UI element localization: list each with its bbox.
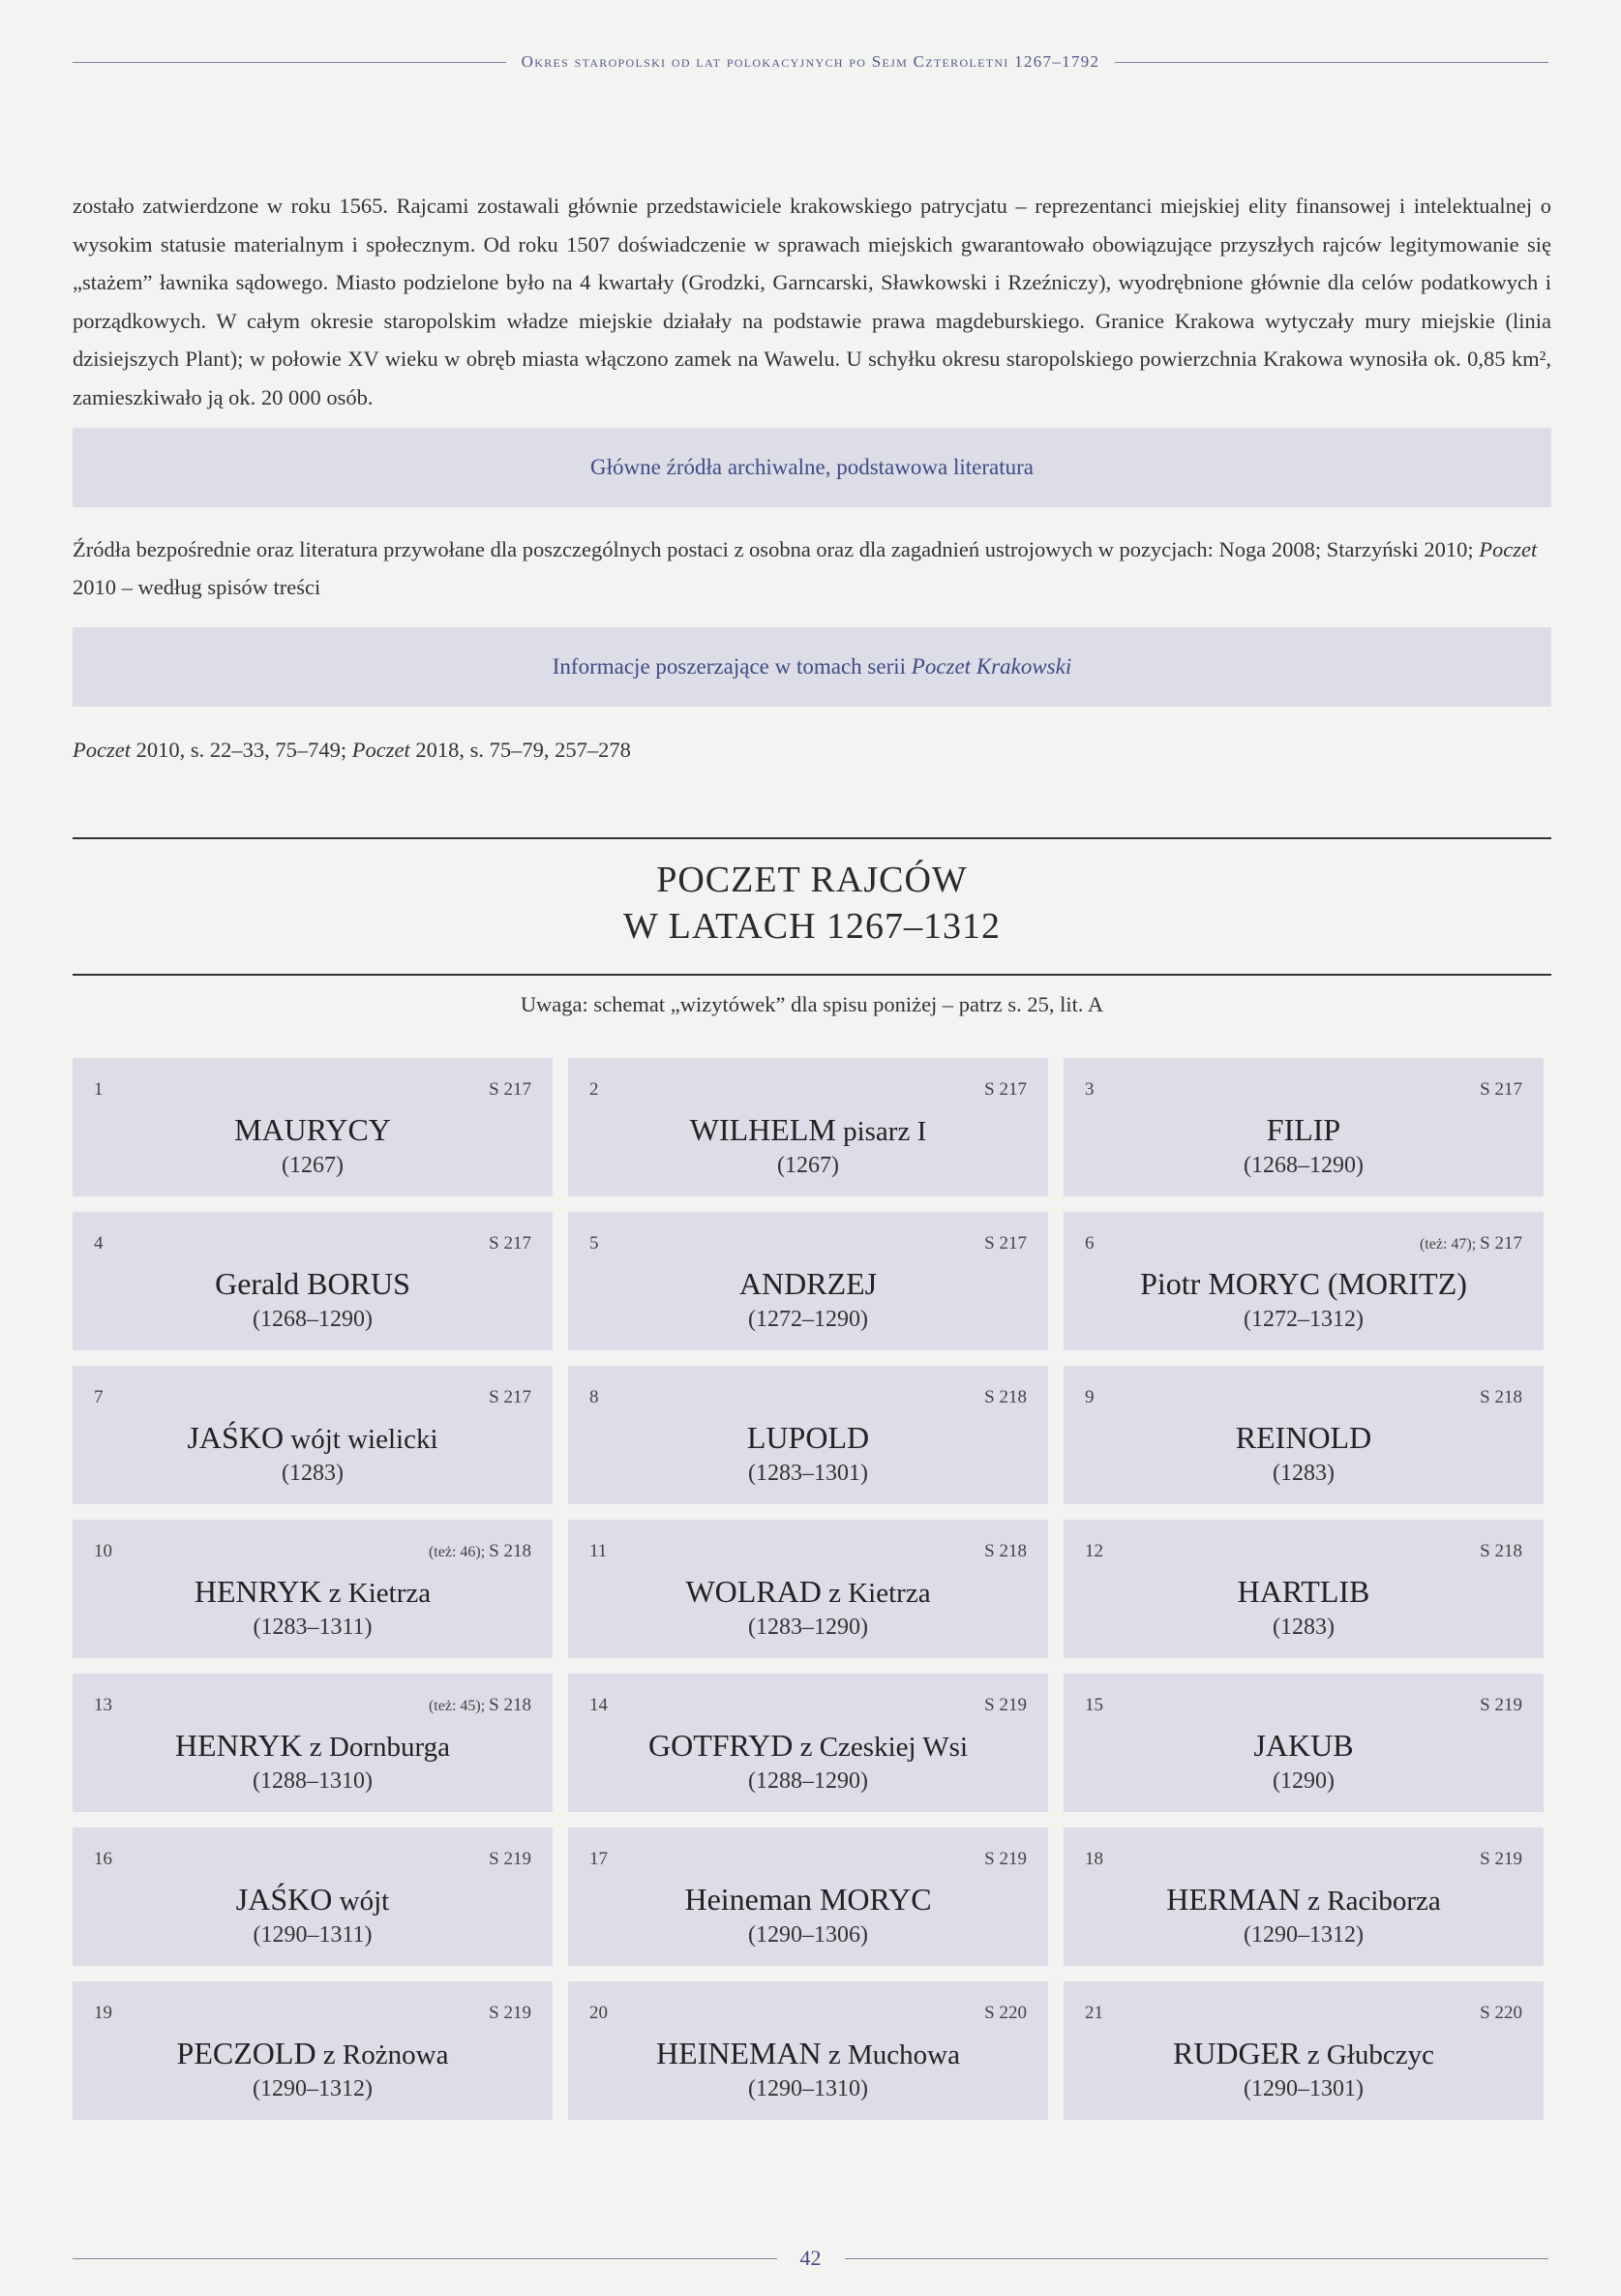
series-references [73, 731, 1551, 769]
card-number: 8 [589, 1387, 599, 1407]
card-number: 6 [1085, 1233, 1095, 1254]
card-s-reference: S 219 [1480, 1849, 1522, 1869]
series-ref-italic-2: Poczet [351, 738, 410, 762]
card-name [73, 1728, 553, 1764]
card-reference [489, 1849, 531, 1870]
section-title-line1: POCZET RAJCÓW [656, 860, 968, 900]
card-name-suffix: wójt [332, 1886, 390, 1917]
card-number: 7 [94, 1387, 104, 1407]
footer-rule-left [73, 2258, 777, 2259]
card-name-suffix: z Kietrza [321, 1578, 432, 1609]
card-reference [984, 1695, 1027, 1716]
card-name [568, 1574, 1048, 1610]
card-number: 19 [94, 2003, 112, 2023]
page-number: 42 [799, 2246, 822, 2270]
card-s-reference: S 218 [1480, 1387, 1522, 1407]
card-name [73, 1266, 553, 1302]
card-years: (1283) [1273, 1461, 1335, 1486]
card-years: (1283–1311) [253, 1615, 373, 1640]
card-years: (1283–1301) [748, 1461, 868, 1486]
card-number: 17 [589, 1849, 608, 1869]
card-years: (1268–1290) [1244, 1153, 1364, 1178]
councillor-card [1064, 1212, 1544, 1350]
card-reference [1480, 1541, 1522, 1562]
card-name [1064, 2036, 1544, 2071]
card-name [1064, 1112, 1544, 1148]
councillor-card [568, 1828, 1048, 1966]
card-name-suffix: pisarz I [835, 1116, 927, 1147]
card-name-suffix: z Rożnowa [315, 2039, 449, 2070]
card-name-suffix: wójt wielicki [284, 1424, 438, 1455]
card-years: (1267) [282, 1153, 344, 1178]
card-name-main: REINOLD [1235, 1420, 1372, 1455]
running-header [73, 50, 1548, 74]
card-s-reference: S 219 [489, 2003, 531, 2023]
sources-text-italic: Poczet [1479, 537, 1538, 561]
card-number: 5 [589, 1233, 599, 1254]
card-years: (1283–1290) [748, 1615, 868, 1640]
card-name-main: JAKUB [1253, 1728, 1354, 1763]
councillor-card [73, 1981, 553, 2120]
councillor-card [568, 1981, 1048, 2120]
card-name-suffix: z Kietrza [821, 1578, 931, 1609]
section-title [73, 857, 1551, 950]
card-years: (1290) [1273, 1768, 1335, 1794]
card-reference [984, 2003, 1027, 2024]
councillor-card [1064, 1058, 1544, 1196]
card-reference [489, 1387, 531, 1408]
card-number: 14 [589, 1695, 608, 1715]
card-years: (1290–1312) [253, 2076, 373, 2101]
card-name-main: JAŚKO [187, 1420, 285, 1455]
card-number: 9 [1085, 1387, 1095, 1407]
card-s-reference: S 217 [489, 1079, 531, 1100]
councillor-card [1064, 1520, 1544, 1658]
councillor-card [568, 1058, 1048, 1196]
card-name [568, 1112, 1048, 1148]
councillor-card [73, 1674, 553, 1812]
councillor-card [1064, 1828, 1544, 1966]
sources-text [73, 530, 1551, 606]
councillor-card [568, 1212, 1048, 1350]
card-number: 4 [94, 1233, 104, 1254]
card-reference [984, 1079, 1027, 1101]
councillor-card [1064, 1674, 1544, 1812]
card-s-reference: S 218 [489, 1541, 531, 1561]
card-reference [984, 1233, 1027, 1254]
card-reference [489, 1233, 531, 1254]
councillor-card [73, 1828, 553, 1966]
card-name [1064, 1420, 1544, 1456]
councillor-card [1064, 1981, 1544, 2120]
card-also-reference: (też: 46); [428, 1544, 490, 1560]
card-name-main: WOLRAD [685, 1574, 822, 1609]
card-name-main: LUPOLD [746, 1420, 870, 1455]
card-number: 2 [589, 1079, 599, 1100]
header-rule-left [73, 62, 506, 63]
card-name-suffix: z Głubczyc [1300, 2039, 1435, 2070]
card-name-suffix: z Raciborza [1300, 1886, 1441, 1917]
councillor-card [73, 1366, 553, 1504]
card-s-reference: S 218 [984, 1387, 1027, 1407]
card-s-reference: S 217 [984, 1079, 1027, 1100]
series-ref-2: 2018, s. 75–79, 257–278 [409, 738, 631, 762]
sources-heading: Główne źródła archiwalne, podstawowa literatura [590, 455, 1034, 479]
card-name-suffix: z Czeskiej Wsi [793, 1732, 969, 1763]
card-years: (1290–1301) [1244, 2076, 1364, 2101]
card-years: (1290–1310) [748, 2076, 868, 2101]
councillor-card [73, 1058, 553, 1196]
card-reference [1480, 1849, 1522, 1870]
card-s-reference: S 220 [1480, 2003, 1522, 2023]
card-years: (1288–1310) [253, 1768, 373, 1794]
councillor-card [1064, 1366, 1544, 1504]
card-years: (1272–1312) [1244, 1307, 1364, 1332]
card-reference [429, 1541, 531, 1562]
series-ref-1: 2010, s. 22–33, 75–749; [130, 738, 352, 762]
card-number: 16 [94, 1849, 112, 1869]
series-heading-band [73, 627, 1551, 707]
card-name [568, 2036, 1048, 2071]
card-number: 10 [94, 1541, 112, 1561]
card-name [73, 2036, 553, 2071]
card-name-suffix: z Dornburga [302, 1732, 451, 1763]
card-s-reference: S 218 [489, 1695, 531, 1715]
councillor-card [568, 1674, 1048, 1812]
card-name [73, 1882, 553, 1918]
councillor-card [73, 1520, 553, 1658]
card-name-main: WILHELM [689, 1112, 836, 1147]
card-reference [489, 1079, 531, 1101]
card-name-main: FILIP [1266, 1112, 1341, 1147]
card-name-main: HERMAN [1166, 1882, 1301, 1917]
sources-text-a: Źródła bezpośrednie oraz literatura przywołane dla poszczególnych postaci z osobna oraz dla zagadnień ustrojowych w pozycjach: Noga 2008; Starzyński 2010; [73, 537, 1480, 561]
intro-paragraph: zostało zatwierdzone w roku 1565. Rajcami zostawali głównie przedstawiciele krakowskiego patrycjatu – reprezentanci miejskiej elity finansowej i intelektualnej o wysokim statusie materialnym i społecznym. Od roku 1507 doświadczenie w sprawach miejskich gwarantowało obowiązujące przyszłych rajców legitymowanie się „stażem” ławnika sądowego. Miasto podzielone było na 4 kwartały (Grodzki, Garncarski, Sławkowski i Rzeźniczy), wyodrębnione głównie dla celów podatkowych i porządkowych. W całym okresie staropolskim władze miejskie działały na podstawie prawa magdeburskiego. Granice Krakowa wytyczały mury miejskie (linia dzisiejszych Plant); w połowie XV wieku w obręb miasta włączono zamek na Wawelu. U schyłku okresu staropolskiego powierzchnia Krakowa wynosiła ok. 0,85 km², zamieszkiwało ją ok. 20 000 osób. [73, 194, 1551, 409]
running-header-text: Okres staropolski od lat polokacyjnych po Sejm Czteroletni 1267–1792 [521, 52, 1100, 71]
card-name-main: MAURYCY [234, 1112, 391, 1147]
card-s-reference: S 217 [1480, 1079, 1522, 1100]
card-name [1064, 1728, 1544, 1764]
card-years: (1268–1290) [253, 1307, 373, 1332]
card-name-main: ANDRZEJ [738, 1266, 878, 1301]
card-name [568, 1882, 1048, 1918]
card-number: 18 [1085, 1849, 1103, 1869]
card-also-reference: (też: 47); [1419, 1236, 1481, 1253]
card-reference [1420, 1233, 1522, 1254]
card-s-reference: S 220 [984, 2003, 1027, 2023]
footer-rule-right [845, 2258, 1549, 2259]
card-name-main: HEINEMAN [656, 2036, 822, 2070]
councillor-card-grid [73, 1058, 1551, 2120]
title-rule-top [73, 837, 1551, 839]
card-name [1064, 1882, 1544, 1918]
card-name [1064, 1574, 1544, 1610]
card-number: 20 [589, 2003, 608, 2023]
section-title-line2: W LATACH 1267–1312 [622, 906, 1002, 947]
councillor-card [73, 1212, 553, 1350]
card-reference [1480, 1387, 1522, 1408]
series-heading-a: Informacje poszerzające w tomach serii [552, 654, 912, 679]
card-also-reference: (też: 45); [428, 1698, 490, 1714]
card-name-main: JAŚKO [235, 1882, 333, 1917]
card-reference [1480, 1079, 1522, 1101]
title-rule-bottom [73, 974, 1551, 976]
card-name-main: HENRYK [194, 1574, 322, 1609]
sources-heading-band [73, 428, 1551, 507]
card-number: 12 [1085, 1541, 1103, 1561]
card-name-main: RUDGER [1172, 2036, 1301, 2070]
card-name-main: HARTLIB [1237, 1574, 1370, 1609]
card-name-main: Piotr MORYC (MORITZ) [1140, 1266, 1467, 1301]
card-reference [429, 1695, 531, 1716]
card-reference [1480, 1695, 1522, 1716]
series-heading [553, 654, 1071, 680]
card-reference [489, 2003, 531, 2024]
card-name-suffix: z Muchowa [821, 2039, 960, 2070]
card-years: (1283) [1273, 1615, 1335, 1640]
header-rule-right [1115, 62, 1548, 63]
card-number: 13 [94, 1695, 112, 1715]
card-number: 3 [1085, 1079, 1095, 1100]
card-number: 1 [94, 1079, 104, 1100]
card-name-main: GOTFRYD [647, 1728, 794, 1763]
card-s-reference: S 219 [1480, 1695, 1522, 1715]
card-name [1064, 1266, 1544, 1302]
card-s-reference: S 218 [1480, 1541, 1522, 1561]
card-years: (1267) [777, 1153, 839, 1178]
card-s-reference: S 217 [489, 1387, 531, 1407]
card-name [73, 1420, 553, 1456]
card-reference [984, 1387, 1027, 1408]
card-s-reference: S 217 [1480, 1233, 1522, 1254]
card-s-reference: S 218 [984, 1541, 1027, 1561]
card-s-reference: S 219 [984, 1695, 1027, 1715]
card-name-main: PECZOLD [176, 2036, 316, 2070]
card-name-main: Gerald BORUS [215, 1266, 410, 1301]
card-number: 21 [1085, 2003, 1103, 2023]
councillor-card [568, 1520, 1048, 1658]
card-years: (1290–1311) [253, 1922, 373, 1948]
card-reference [984, 1849, 1027, 1870]
card-s-reference: S 219 [489, 1849, 531, 1869]
sources-text-b: 2010 – według spisów treści [73, 575, 321, 599]
card-name [73, 1574, 553, 1610]
card-name-main: Heineman MORYC [684, 1882, 932, 1917]
card-reference [984, 1541, 1027, 1562]
card-name [568, 1728, 1048, 1764]
card-s-reference: S 217 [489, 1233, 531, 1254]
card-number: 15 [1085, 1695, 1103, 1715]
card-name [568, 1420, 1048, 1456]
card-name-main: HENRYK [174, 1728, 303, 1763]
card-years: (1283) [282, 1461, 344, 1486]
card-number: 11 [589, 1541, 608, 1561]
card-name [568, 1266, 1048, 1302]
scheme-note: Uwaga: schemat „wizytówek” dla spisu poniżej – patrz s. 25, lit. A [520, 992, 1104, 1016]
series-heading-italic: Poczet Krakowski [911, 654, 1072, 679]
councillor-card [568, 1366, 1048, 1504]
card-years: (1290–1312) [1244, 1922, 1364, 1948]
card-s-reference: S 217 [984, 1233, 1027, 1254]
page-footer [73, 2244, 1548, 2273]
card-s-reference: S 219 [984, 1849, 1027, 1869]
card-years: (1272–1290) [748, 1307, 868, 1332]
card-name [73, 1112, 553, 1148]
series-ref-italic-1: Poczet [73, 738, 131, 762]
card-years: (1288–1290) [748, 1768, 868, 1794]
card-reference [1480, 2003, 1522, 2024]
card-years: (1290–1306) [748, 1922, 868, 1948]
